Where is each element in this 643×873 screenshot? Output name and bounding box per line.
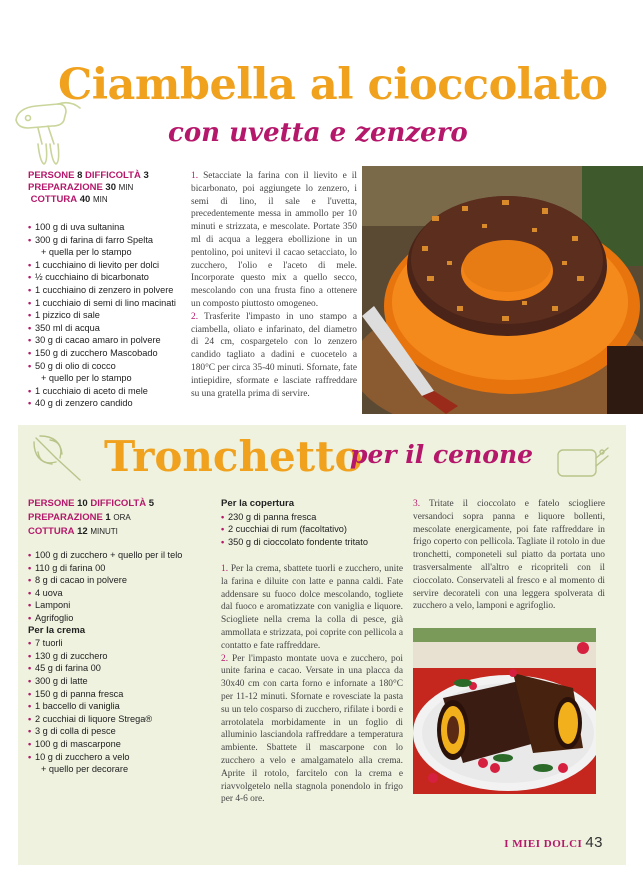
ingredient-item: • 8 g di cacao in polvere bbox=[28, 574, 208, 587]
recipe2-ingredients-col bbox=[28, 549, 208, 776]
ingredient-item: • 30 g di cacao amaro in polvere bbox=[28, 334, 198, 347]
ingredient-item: • 230 g di panna fresca bbox=[221, 511, 401, 524]
ciambella-photo bbox=[362, 166, 643, 414]
recipe1-ingredients bbox=[28, 221, 198, 410]
ingredient-item: • Agrifoglio bbox=[28, 612, 208, 625]
ingredient-item: • 1 cucchiaino di zenzero in polvere bbox=[28, 284, 198, 297]
recipe1-meta: PERSONE 8 DIFFICOLTÀ 3 PREPARAZIONE 30 MIN COTTURA 40 MIN bbox=[28, 170, 149, 205]
ingredient-item: • 300 g di latte bbox=[28, 675, 208, 688]
ingredient-item: • Lamponi bbox=[28, 599, 208, 612]
recipe2-title: Tronchetto bbox=[104, 432, 363, 481]
ingredient-item: • 1 cucchiaio di semi di lino macinati bbox=[28, 297, 198, 310]
step-paragraph: 3. Tritate il cioccolato e fatelo sciogliere versandoci sopra panna e liquore bollenti, mescolate energicamente, poi fate raffreddare in frigo coperto con pellicola. Tagliate il rotolo in due tronchetti, componeteli sul piatto da portata uno trasversalmente all'altro e ricopriteli con il cioccolato. Conservateli al fresco e al momento di servire decorateli con una leggera spolverata di zucchero a velo, lamponi e agrifoglio. bbox=[413, 499, 605, 612]
step-paragraph: 1. Setacciate la farina con il lievito e il bicarbonato, poi aggiungete lo zenzero, i semi di lino, il sale e l'uvetta, precedentemente messa in ammollo per 10 minuti e strizzata, e mescolate. Portate 350 ml di acqua a leggera ebollizione in un pentolino, poi unitevi il cacao setacciato, lo zucchero, l'olio e l'aceto di mele. Incorporate questo mix a quello secco, mescolando con una frusta fino a ottenere un composto piuttosto omogeneo. bbox=[191, 171, 357, 309]
tronchetto-photo bbox=[413, 628, 596, 794]
ingredient-item: • 150 g di zucchero Mascobado bbox=[28, 347, 198, 360]
ingredient-item: • 4 uova bbox=[28, 587, 208, 600]
ingredient-item: • 150 g di panna fresca bbox=[28, 688, 208, 701]
ingredient-item: • 3 g di colla di pesce bbox=[28, 725, 208, 738]
recipe2-steps-col3 bbox=[413, 498, 605, 613]
magazine-name: I MIEI DOLCI bbox=[504, 838, 583, 850]
ingredient-item: • 110 g di farina 00 bbox=[28, 562, 208, 575]
step-paragraph: 2. Per l'impasto montate uova e zucchero, poi unite farina e cacao. Versate in una placca da 30x40 cm con carta forno e infornate a 180°C per 11-12 minuti. Sfornate e rovesciate la pasta su un telo cosparso di zucchero, rifilate i bordi e arrotolatela morbidamente in un foglio di alluminio lasciandola raffreddare a temperatura ambiente. Sbattete il mascarpone con lo zucchero a velo e amalgamatelo alla crema. Aprite il rotolo, farcitelo con la crema e riavvolgetelo nella stagnola ponendolo in frigo per 4-6 ore. bbox=[221, 653, 403, 805]
recipe2-meta: PERSONE 10 DIFFICOLTÀ 5 PREPARAZIONE 1 ORA COTTURA 12 MINUTI bbox=[28, 498, 155, 537]
ingredient-item: • 300 g di farina di farro Spelta + quella per lo stampo bbox=[28, 234, 198, 259]
cutting-board-icon bbox=[552, 436, 612, 484]
ingredient-item: • 1 cucchiaino di lievito per dolci bbox=[28, 259, 198, 272]
ingredient-item: • ½ cucchiaino di bicarbonato bbox=[28, 271, 198, 284]
ingredient-item: • 1 cucchiaio di aceto di mele bbox=[28, 385, 198, 398]
ingredient-item: • 100 g di mascarpone bbox=[28, 738, 208, 751]
ingredient-item: • 1 pizzico di sale bbox=[28, 309, 198, 322]
recipe2-copertura bbox=[221, 511, 401, 549]
recipe2-subtitle: per il cenone bbox=[350, 440, 534, 469]
ingredient-item: • 10 g di zucchero a velo + quello per decorare bbox=[28, 751, 208, 776]
ingredient-item: • 130 g di zucchero bbox=[28, 650, 208, 663]
ingredient-item: • 100 g di zucchero + quello per il telo bbox=[28, 549, 208, 562]
recipe2-copertura-col bbox=[221, 498, 401, 548]
recipe2-steps-col2 bbox=[221, 563, 403, 806]
ingredient-item: • 100 g di uva sultanina bbox=[28, 221, 198, 234]
recipe1-subtitle: con uvetta e zenzero bbox=[168, 118, 468, 148]
recipe1-steps bbox=[191, 170, 357, 400]
ingredient-item: • 1 baccello di vaniglia bbox=[28, 700, 208, 713]
ingredient-item: • 350 ml di acqua bbox=[28, 322, 198, 335]
crema-heading: Per la crema bbox=[28, 624, 86, 636]
ingredient-item: • 2 cucchiai di rum (facoltativo) bbox=[221, 523, 401, 536]
page-footer bbox=[504, 834, 603, 851]
ingredient-item: • 40 g di zenzero candido bbox=[28, 397, 198, 410]
ingredient-item: • 350 g di cioccolato fondente tritato bbox=[221, 536, 401, 549]
ingredient-item: • 45 g di farina 00 bbox=[28, 662, 208, 675]
step-paragraph: 2. Trasferite l'impasto in uno stampo a ciambella, oliato e infarinato, del diametro di 24 cm, cospargetelo con lo zenzero candido tagliato a dadini e cuocetelo a 180°C per circa 35-40 minuti. Sfornate, fate intiepidire, sformate e lasciate raffreddare su una gratella prima di servire. bbox=[191, 311, 357, 399]
recipe2-ingredients bbox=[28, 549, 208, 625]
step-paragraph: 1. Per la crema, sbattete tuorli e zucchero, unite la farina e diluite con latte e panna caldi. Fate addensare su fuoco dolce mescolando, togliete dal fuoco e aromatizzate con vaniglia e liquore. Sciogliete nella crema la colla di pesce, già ammollata e strizzata, poi coprite con pellicola a contatto e fate raffreddare. bbox=[221, 564, 404, 651]
whisk-icon bbox=[30, 432, 90, 484]
page-number: 43 bbox=[585, 834, 603, 851]
ingredient-item: • 7 tuorli bbox=[28, 637, 208, 650]
ingredient-item: • 2 cucchiai di liquore Strega® bbox=[28, 713, 208, 726]
recipe2-crema bbox=[28, 637, 208, 776]
recipe1-title: Ciambella al cioccolato bbox=[58, 60, 608, 110]
ingredient-item: • 50 g di olio di cocco + quello per lo stampo bbox=[28, 360, 198, 385]
copertura-heading: Per la copertura bbox=[221, 498, 295, 509]
